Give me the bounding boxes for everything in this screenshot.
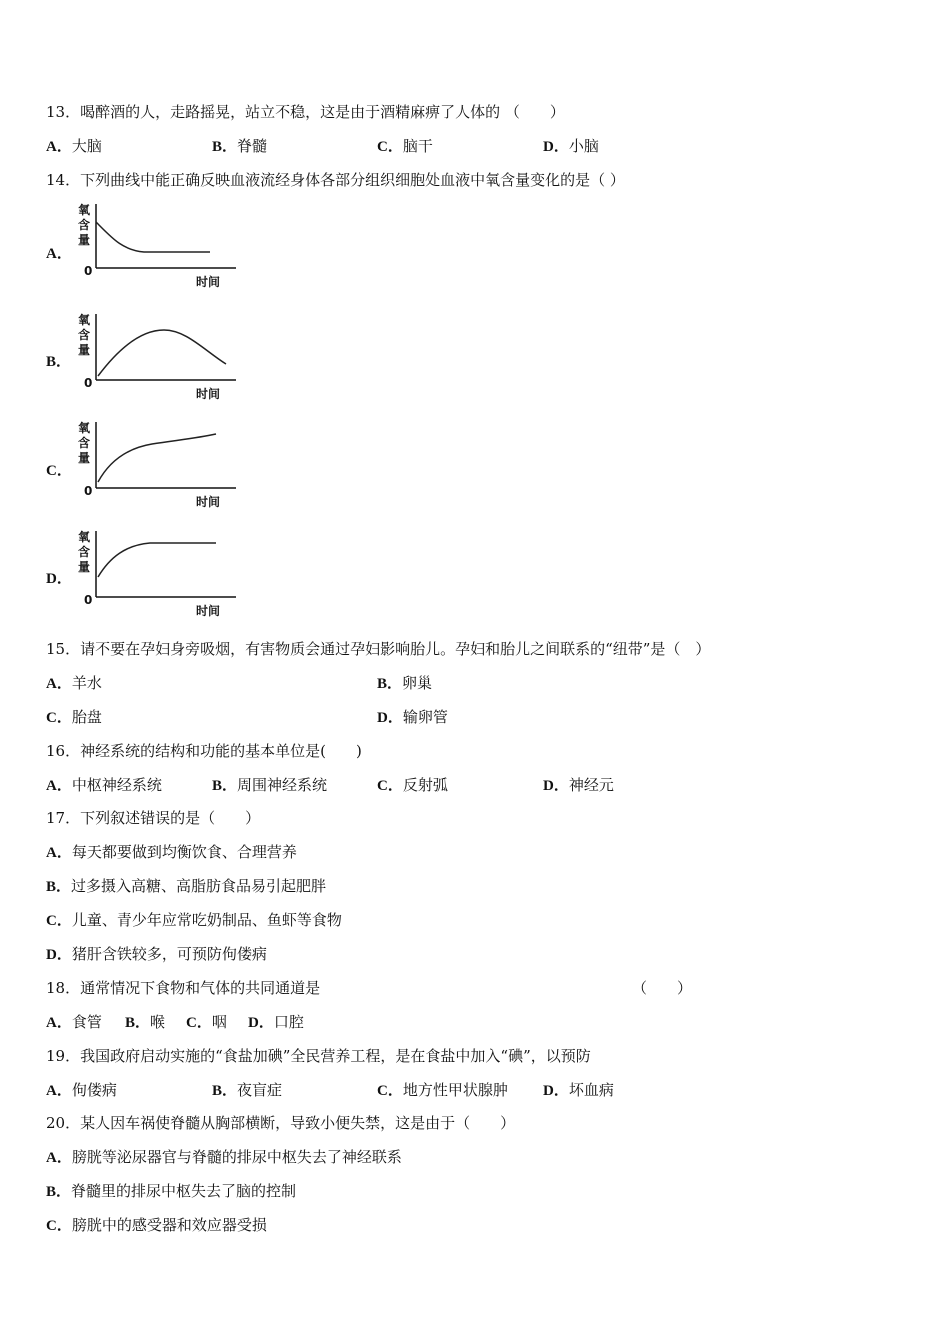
q18-option-a[interactable] xyxy=(46,1012,102,1033)
option-text: 每天都要做到均衡饮食、合理营养 xyxy=(71,843,297,861)
oxygen-graph-c xyxy=(74,418,224,510)
option-text: 猪肝含铁较多，可预防佝偻病 xyxy=(71,945,267,963)
option-label: D． xyxy=(543,1083,569,1099)
option-label: C． xyxy=(46,710,72,726)
option-text: 脊髓 xyxy=(237,137,268,155)
y-axis-char: 氧 xyxy=(78,421,91,435)
q13-option-d[interactable] xyxy=(543,136,599,157)
option-label: C． xyxy=(377,1083,403,1099)
q14-option-d[interactable] xyxy=(46,527,226,619)
q17-option-b[interactable] xyxy=(46,876,326,897)
option-text: 周围神经系统 xyxy=(237,776,328,794)
option-label: A． xyxy=(46,1015,72,1031)
q15-option-c[interactable] xyxy=(46,707,102,728)
q14-option-a[interactable] xyxy=(46,200,226,292)
q19-option-d[interactable] xyxy=(543,1080,614,1101)
q15-option-b[interactable] xyxy=(377,673,432,694)
option-label: B． xyxy=(46,1184,72,1200)
option-label: A． xyxy=(46,676,72,692)
x-axis-label: 时间 xyxy=(196,604,221,618)
option-label: C． xyxy=(46,463,72,479)
question-15-stem: 15．请不要在孕妇身旁吸烟，有害物质会通过孕妇影响胎儿。孕妇和胎儿之间联系的“纽带”是（ ） xyxy=(46,640,711,658)
option-label: B． xyxy=(377,676,403,692)
option-label: C． xyxy=(46,913,72,929)
option-text: 食管 xyxy=(71,1013,102,1031)
q13-option-a[interactable] xyxy=(46,136,102,157)
question-16-stem: 16．神经系统的结构和功能的基本单位是( ) xyxy=(46,742,362,760)
option-text: 膀胱等泌尿器官与脊髓的排尿中枢失去了神经联系 xyxy=(71,1148,402,1166)
option-label: B． xyxy=(212,778,238,794)
option-text: 中枢神经系统 xyxy=(71,776,162,794)
q19-option-b[interactable] xyxy=(212,1080,282,1101)
option-label: A． xyxy=(46,845,72,861)
y-axis-char: 量 xyxy=(78,451,91,465)
option-text: 儿童、青少年应常吃奶制品、鱼虾等食物 xyxy=(71,911,342,929)
q15-option-a[interactable] xyxy=(46,673,102,694)
origin-label: 0 xyxy=(84,264,93,278)
option-text: 脊髓里的排尿中枢失去了脑的控制 xyxy=(71,1182,297,1200)
curve-increasing xyxy=(98,434,216,482)
x-axis-label: 时间 xyxy=(196,387,221,401)
option-text: 坏血病 xyxy=(568,1081,614,1099)
option-label: C． xyxy=(46,1218,72,1234)
q20-option-b[interactable] xyxy=(46,1181,296,1202)
q14-option-b[interactable] xyxy=(46,310,226,402)
option-text: 过多摄入高糖、高脂肪食品易引起肥胖 xyxy=(71,877,327,895)
oxygen-graph-b xyxy=(74,310,224,402)
option-text: 输卵管 xyxy=(402,708,448,726)
x-axis-label: 时间 xyxy=(196,495,221,509)
option-text: 脑干 xyxy=(402,137,433,155)
question-17-stem: 17．下列叙述错误的是（ ） xyxy=(46,809,261,827)
option-label: B． xyxy=(46,879,72,895)
option-text: 神经元 xyxy=(568,776,614,794)
q13-option-b[interactable] xyxy=(212,136,267,157)
x-axis-label: 时间 xyxy=(196,275,221,289)
q16-option-d[interactable] xyxy=(543,775,614,796)
q18-option-c[interactable] xyxy=(186,1012,227,1033)
y-axis-char: 含 xyxy=(78,218,91,232)
option-label: B． xyxy=(212,1083,238,1099)
option-text: 卵巢 xyxy=(402,674,433,692)
q16-option-c[interactable] xyxy=(377,775,448,796)
q16-option-a[interactable] xyxy=(46,775,162,796)
y-axis-char: 量 xyxy=(78,560,91,574)
q18-option-b[interactable] xyxy=(125,1012,165,1033)
option-label: A． xyxy=(46,139,72,155)
option-label: D． xyxy=(248,1015,274,1031)
q16-option-b[interactable] xyxy=(212,775,327,796)
q19-option-a[interactable] xyxy=(46,1080,117,1101)
question-13-stem: 13．喝醉酒的人，走路摇晃，站立不稳，这是由于酒精麻痹了人体的 （ ） xyxy=(46,103,565,121)
q18-option-d[interactable] xyxy=(248,1012,304,1033)
origin-label: 0 xyxy=(84,593,93,607)
y-axis-char: 含 xyxy=(78,545,91,559)
curve-decreasing xyxy=(96,222,210,252)
oxygen-graph-a xyxy=(74,200,224,292)
option-label: A． xyxy=(46,246,72,262)
option-label: D． xyxy=(46,571,72,587)
option-text: 口腔 xyxy=(273,1013,304,1031)
option-label: B． xyxy=(125,1015,151,1031)
option-text: 胎盘 xyxy=(71,708,102,726)
option-label: D． xyxy=(377,710,403,726)
option-text: 反射弧 xyxy=(402,776,448,794)
q17-option-a[interactable] xyxy=(46,842,297,863)
y-axis-char: 含 xyxy=(78,436,91,450)
y-axis-char: 氧 xyxy=(78,203,91,217)
option-text: 大脑 xyxy=(71,137,102,155)
option-label: A． xyxy=(46,1150,72,1166)
y-axis-char: 氧 xyxy=(78,313,91,327)
curve-rise-then-fall xyxy=(98,330,226,376)
q13-option-c[interactable] xyxy=(377,136,433,157)
q20-option-a[interactable] xyxy=(46,1147,402,1168)
q19-option-c[interactable] xyxy=(377,1080,508,1101)
q15-option-d[interactable] xyxy=(377,707,448,728)
option-text: 咽 xyxy=(211,1013,227,1031)
q17-option-d[interactable] xyxy=(46,944,267,965)
option-label: D． xyxy=(543,778,569,794)
origin-label: 0 xyxy=(84,484,93,498)
option-label: C． xyxy=(377,139,403,155)
option-text: 喉 xyxy=(150,1013,166,1031)
y-axis-char: 量 xyxy=(78,343,91,357)
option-label: B． xyxy=(212,139,238,155)
option-text: 地方性甲状腺肿 xyxy=(402,1081,508,1099)
origin-label: 0 xyxy=(84,376,93,390)
question-14-stem: 14．下列曲线中能正确反映血液流经身体各部分组织细胞处血液中氧含量变化的是（ ） xyxy=(46,171,625,189)
option-label: D． xyxy=(46,947,72,963)
question-20-stem: 20．某人因车祸使脊髓从胸部横断，导致小便失禁，这是由于（ ） xyxy=(46,1114,516,1132)
question-18-bracket: （ ） xyxy=(632,979,693,997)
option-label: A． xyxy=(46,1083,72,1099)
option-text: 佝偻病 xyxy=(71,1081,117,1099)
curve-rise-then-plateau xyxy=(98,543,216,577)
q17-option-c[interactable] xyxy=(46,910,342,931)
option-text: 夜盲症 xyxy=(237,1081,283,1099)
question-18-stem: 18．通常情况下食物和气体的共同通道是 xyxy=(46,979,321,997)
option-text: 羊水 xyxy=(71,674,102,692)
option-label: B． xyxy=(46,354,72,370)
y-axis-char: 量 xyxy=(78,233,91,247)
q20-option-c[interactable] xyxy=(46,1215,267,1236)
oxygen-graph-d xyxy=(74,527,224,619)
q14-option-c[interactable] xyxy=(46,418,226,510)
option-text: 膀胱中的感受器和效应器受损 xyxy=(71,1216,267,1234)
y-axis-char: 含 xyxy=(78,328,91,342)
option-label: C． xyxy=(186,1015,212,1031)
option-label: A． xyxy=(46,778,72,794)
option-text: 小脑 xyxy=(568,137,599,155)
option-label: D． xyxy=(543,139,569,155)
option-label: C． xyxy=(377,778,403,794)
question-19-stem: 19．我国政府启动实施的“食盐加碘”全民营养工程，是在食盐中加入“碘”，以预防 xyxy=(46,1047,591,1065)
y-axis-char: 氧 xyxy=(78,530,91,544)
